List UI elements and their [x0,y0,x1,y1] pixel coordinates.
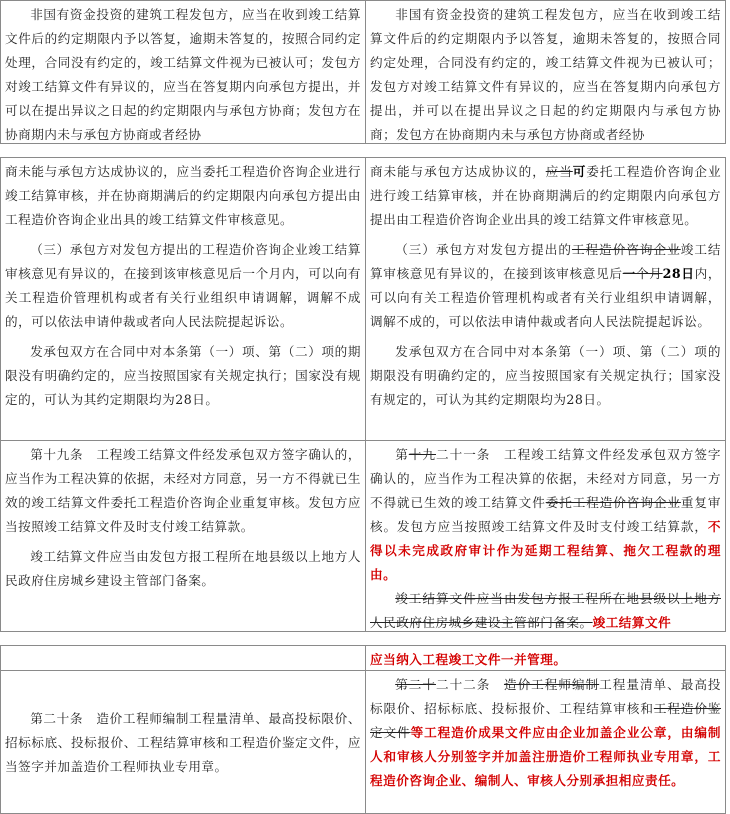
deleted-text: 第二十 [395,677,436,692]
paragraph [370,648,721,670]
paragraph [370,443,721,587]
deleted-text: 造价工程师编制 [503,677,600,692]
text-span: 二十二条 [435,677,504,692]
table-row [0,645,726,671]
original-text-cell [1,646,366,670]
original-text-cell [1,158,366,440]
table-row [0,670,726,814]
inserted-text: 应当纳入工程竣工文件一并管理。 [370,652,567,667]
inserted-text: 等工程造价成果文件应由企业加盖企业公章，由编制人和审核人分别签字并加盖注册造价工程师执业专用章，工程造价咨询企业、编制人、审核人分别承担相应责任。 [370,725,722,788]
text-span: 委托工程造价咨询企业进行竣工结算审核，并在协商期满后的约定期限内向承包方提出由工程造价咨询企业出具的竣工结算文件审核意见。 [370,164,722,227]
text-span: （三）承包方对发包方提出的 [395,242,572,257]
deleted-text: 十九 [408,447,436,462]
text-span: 第 [395,447,409,462]
original-text-cell [1,1,366,143]
deleted-text: 委托工程造价咨询企业 [545,495,681,510]
deleted-text: 一个月 [622,266,663,281]
table-row [0,440,726,632]
revised-text-cell [366,671,725,813]
original-text-cell [1,671,366,813]
table-row [0,0,726,144]
revised-text-cell [366,158,725,440]
paragraph: （三）承包方对发包方提出的工程造价咨询企业竣工结算审核意见有异议的，在接到该审核意见后一个月内，可以向有关工程造价管理机构或者有关行业组织申请调解，调解不成的，可以依法申请仲裁或者向人民法院提起诉讼。 [5,242,361,329]
deleted-text: 工程造价鉴定文件 [370,701,722,740]
paragraph: 竣工结算文件应当由发包方报工程所在地县级以上地方人民政府住房城乡建设主管部门备案。 [5,549,361,588]
text-span: 商未能与承包方达成协议的， [370,164,546,179]
paragraph: 第十九条 工程竣工结算文件经发承包双方签字确认的，应当作为工程决算的依据，未经对方同意，另一方不得就已生效的竣工结算文件委托工程造价咨询企业重复审核。发包方应当按照竣工结算文件及时支付竣工结算款。 [5,447,361,534]
text-span: 工程量清单、最高投标限价、招标标底、投标报价、工程结算审核和 [370,677,722,716]
text-span: 内，可以向有关工程造价管理机构或者有关行业组织申请调解，调解不成的，可以依法申请仲裁或者向人民法院提起诉讼。 [370,266,722,329]
paragraph [370,238,721,334]
inserted-text: 可 [572,164,587,179]
inserted-text: 28日 [662,266,695,281]
paragraph [370,587,721,631]
paragraph [370,673,721,793]
deleted-text: 应当 [545,164,573,179]
inserted-text: 不得以未完成政府审计作为延期工程结算、拖欠工程款的理由。 [370,519,721,582]
paragraph: 发承包双方在合同中对本条第（一）项、第（二）项的期限没有明确约定的，应当按照国家有关规定执行；国家没有规定的，可认为其约定期限均为28日。 [5,344,361,407]
paragraph: 商未能与承包方达成协议的，应当委托工程造价咨询企业进行竣工结算审核，并在协商期满后的约定期限内向承包方提出由工程造价咨询企业出具的竣工结算文件审核意见。 [5,164,361,227]
deleted-text: 竣工结算文件应当由发包方报工程所在地县级以上地方人民政府住房城乡建设主管部门备案。 [370,591,721,630]
original-text-cell [1,441,366,631]
revised-text-cell [366,646,725,670]
revised-text-cell [366,1,725,143]
table-row [0,157,726,441]
revised-text-cell [366,441,725,631]
paragraph: 发承包双方在合同中对本条第（一）项、第（二）项的期限没有明确约定的，应当按照国家有关规定执行；国家没有规定的，可认为其约定期限均为28日。 [370,344,721,407]
text-span: 二十一条 工程竣工结算文件经发承包双方签字确认的，应当作为工程决算的依据，未经对方同意，另一方不得就已生效的竣工结算文件 [370,447,722,510]
text-span: 竣工结算审核意见有异议的，在接到该审核意见后 [370,242,722,281]
text-span: 重复审核。发包方应当按照竣工结算文件及时支付竣工结算款， [370,495,722,534]
paragraph: 非国有资金投资的建筑工程发包方，应当在收到竣工结算文件后的约定期限内予以答复，逾期未答复的，按照合同约定处理，合同没有约定的，竣工结算文件视为已被认可；发包方对竣工结算文件有异议的，应当在答复期内向承包方提出，并可以在提出异议之日起的约定期限内与承包方协商；发包方在协商期内未与承包方协商或者经协 [370,7,721,142]
deleted-text: 工程造价咨询企业 [571,242,681,257]
paragraph: 第二十条 造价工程师编制工程量清单、最高投标限价、招标标底、投标报价、工程结算审核和工程造价鉴定文件，应当签字并加盖造价工程师执业专用章。 [5,711,361,774]
inserted-text: 竣工结算文件 [592,615,672,630]
paragraph [370,160,721,232]
paragraph: 非国有资金投资的建筑工程发包方，应当在收到竣工结算文件后的约定期限内予以答复，逾期未答复的，按照合同约定处理，合同没有约定的，竣工结算文件视为已被认可；发包方对竣工结算文件有异议的，应当在答复期内向承包方提出，并可以在提出异议之日起的约定期限内与承包方协商；发包方在协商期内未与承包方协商或者经协 [5,7,361,142]
